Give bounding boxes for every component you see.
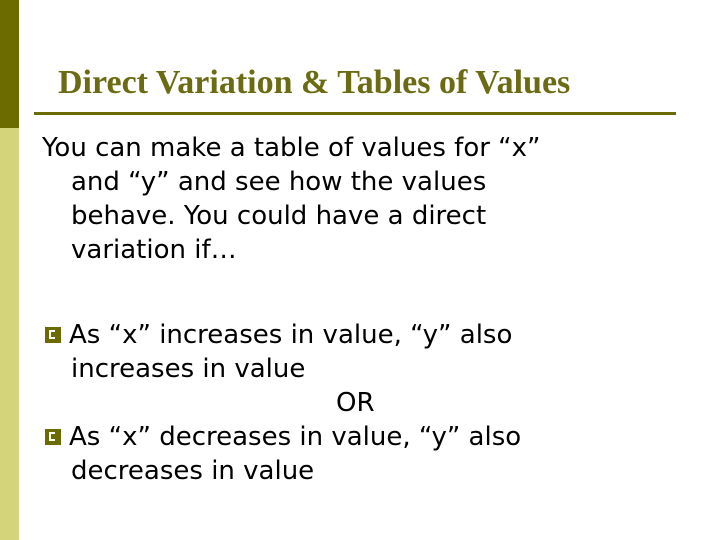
bullet-1-line-2: increases in value bbox=[71, 354, 306, 384]
bullet-1-line-1: As “x” increases in value, “y” also bbox=[69, 320, 513, 350]
bullet-2-line-1: As “x” decreases in value, “y” also bbox=[69, 422, 522, 452]
square-bullet-icon bbox=[45, 327, 61, 343]
left-accent-bar-dark bbox=[0, 0, 19, 128]
bullet-2-line-2: decreases in value bbox=[71, 456, 315, 486]
intro-line-1: You can make a table of values for “x” bbox=[42, 133, 541, 163]
title-underline bbox=[34, 112, 676, 115]
intro-line-2: and “y” and see how the values bbox=[71, 167, 487, 197]
intro-paragraph bbox=[42, 131, 541, 267]
intro-line-4: variation if… bbox=[71, 235, 237, 265]
left-accent-bar-light bbox=[0, 128, 19, 540]
square-bullet-icon bbox=[45, 429, 61, 445]
bullet-item-1 bbox=[42, 318, 521, 352]
bullet-item-2 bbox=[42, 420, 521, 454]
or-separator: OR bbox=[336, 388, 375, 418]
intro-line-3: behave. You could have a direct bbox=[71, 201, 487, 231]
bullet-list bbox=[42, 318, 521, 488]
slide-title: Direct Variation & Tables of Values bbox=[58, 64, 571, 101]
